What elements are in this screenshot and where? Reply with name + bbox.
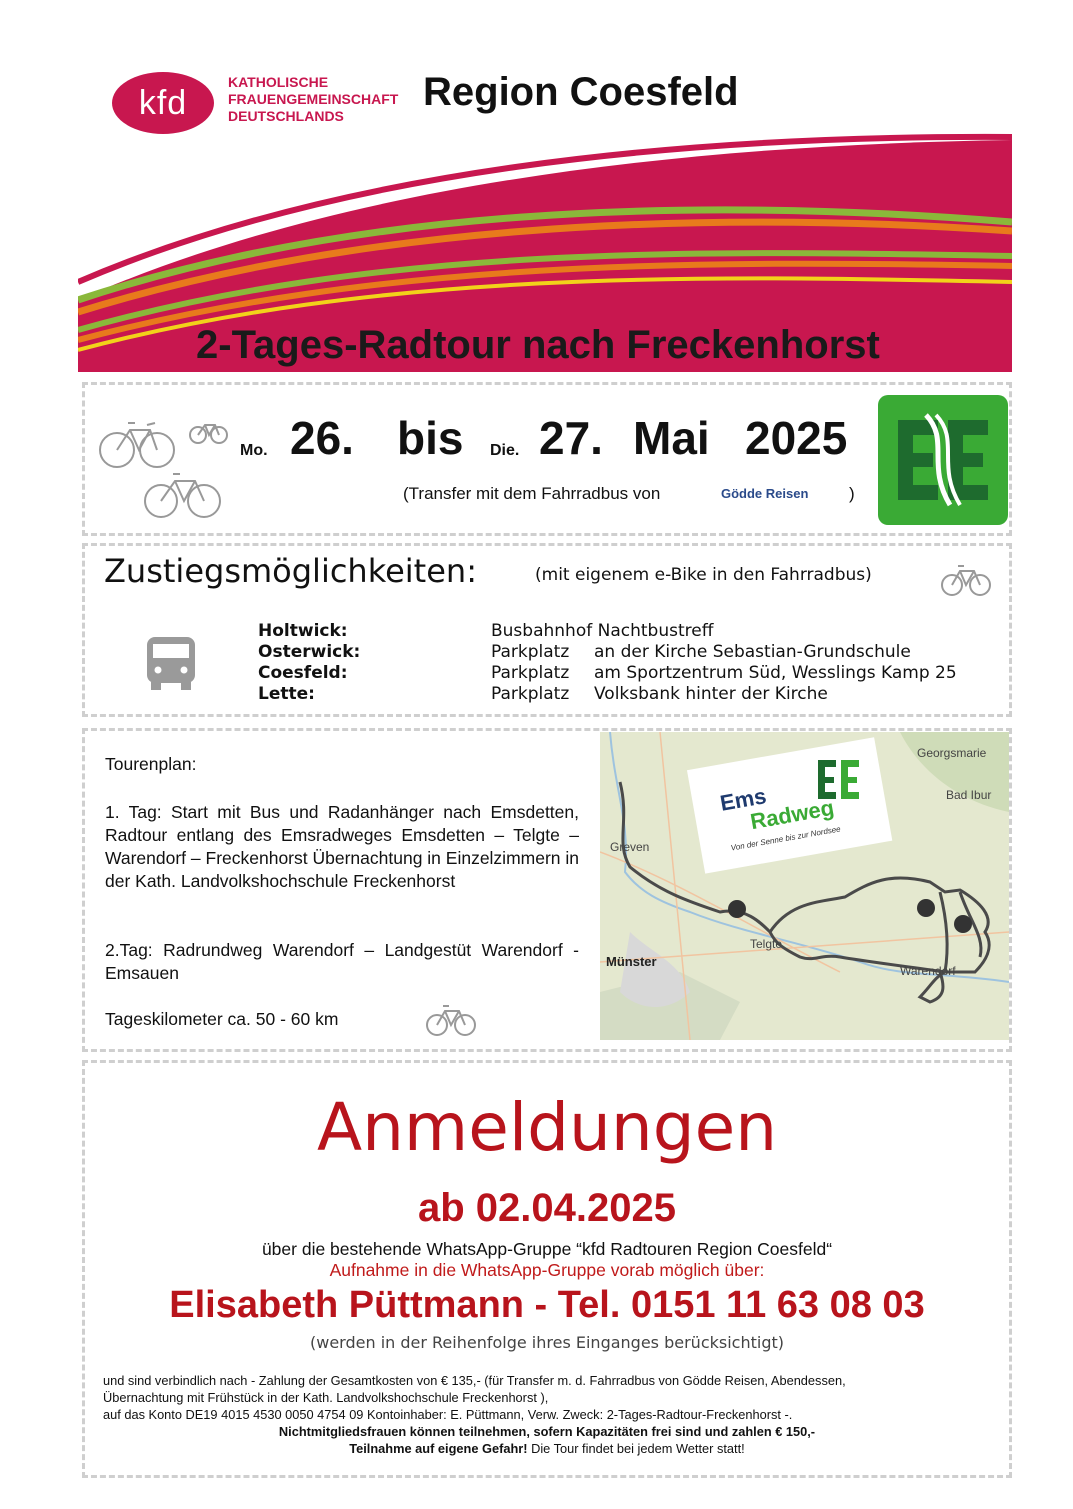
- month: Mai: [633, 412, 710, 464]
- map-slogan: Von der Senne bis zur Nordsee: [730, 824, 842, 853]
- emsradweg-logo-icon: [878, 395, 1008, 525]
- tour-plan-panel: [82, 728, 1012, 1052]
- org-name: KATHOLISCHE FRAUENGEMEINSCHAFT DEUTSCHLANDS: [228, 74, 399, 124]
- stops-heading: Zustiegsmöglichkeiten:: [104, 552, 477, 590]
- day1-date: 26.: [290, 412, 354, 464]
- stops-panel: [82, 543, 1012, 717]
- bus-icon: [145, 634, 197, 692]
- bicycle-icon: [940, 563, 992, 597]
- stop-town: Osterwick:: [258, 642, 361, 662]
- stop-place: Parkplatz: [491, 642, 570, 662]
- map-label: Georgsmarie: [917, 746, 987, 760]
- map-brand-ems: Ems: [718, 783, 769, 816]
- registration-join-note: Aufnahme in die WhatsApp-Gruppe vorab möglich über:: [329, 1260, 765, 1280]
- map-brand-radweg: Radweg: [748, 794, 836, 835]
- plan-heading: Tourenplan:: [105, 754, 197, 774]
- fine-print: auf das Konto DE19 4015 4530 0050 4754 09 Kontoinhaber: E. Püttmann, Verw. Zweck: 2-Tages-Radtour-Freckenhorst -.: [103, 1407, 793, 1422]
- map-label: Telgte: [750, 937, 783, 951]
- registration-panel: [82, 1060, 1012, 1478]
- stops-note: (mit eigenem e-Bike in den Fahrradbus): [535, 565, 872, 585]
- dates-panel: [82, 382, 1012, 536]
- registration-whatsapp: über die bestehende WhatsApp-Gruppe “kfd Radtouren Region Coesfeld“: [261, 1239, 833, 1259]
- order-note: (werden in der Reihenfolge ihres Einganges berücksichtigt): [310, 1333, 784, 1352]
- stop-place: Parkplatz: [491, 663, 570, 683]
- region-title: Region Coesfeld: [423, 70, 739, 114]
- fine-print-weather: Teilnahme auf eigene Gefahr! Die Tour findet bei jedem Wetter statt!: [349, 1441, 745, 1456]
- plan-day2: 2.Tag: Radrundweg Warendorf – Landgestüt Warendorf - Emsauen: [105, 940, 579, 983]
- route-map-graphic: [600, 732, 1009, 1040]
- header-banner: [78, 50, 1012, 372]
- stop-town: Holtwick:: [258, 621, 348, 641]
- stop-town: Lette:: [258, 684, 315, 704]
- stop-detail: am Sportzentrum Süd, Wesslings Kamp 25: [594, 663, 957, 683]
- route-map: [600, 732, 1009, 1040]
- stop-detail: an der Kirche Sebastian-Grundschule: [594, 642, 911, 662]
- registration-date: ab 02.04.2025: [418, 1186, 676, 1230]
- stop-town: Coesfeld:: [258, 663, 348, 683]
- tour-title: 2-Tages-Radtour nach Freckenhorst: [196, 323, 880, 367]
- plan-km: Tageskilometer ca. 50 - 60 km: [105, 1009, 339, 1029]
- map-label: Bad Ibur: [946, 788, 992, 802]
- fine-print-nonmembers: Nichtmitgliedsfrauen können teilnehmen, sofern Kapazitäten frei sind und zahlen € 150,-: [278, 1424, 816, 1439]
- map-label: Greven: [610, 840, 650, 854]
- bicycle-icon: [425, 1003, 477, 1037]
- goedde-logo: Gödde Reisen: [721, 486, 809, 501]
- stop-detail: Volksbank hinter der Kirche: [594, 684, 828, 704]
- stop-place: Busbahnhof Nachtbustreff: [491, 621, 714, 641]
- contact-phone: Elisabeth Püttmann - Tel. 0151 11 63 08 03: [169, 1284, 925, 1326]
- map-label: Warendorf: [900, 964, 956, 978]
- year: 2025: [745, 412, 848, 464]
- map-label: Münster: [606, 954, 657, 969]
- fine-print: und sind verbindlich nach - Zahlung der Gesamtkosten von € 135,- (für Transfer m. d. Fahrradbus von Gödde Reisen, Abendessen,: [103, 1373, 846, 1388]
- plan-day1: 1. Tag: Start mit Bus und Radanhänger nach Emsdetten, Radtour entlang des Emsradweges Emsdetten – Telgte – Warendorf – Freckenhorst Übernachtung in Einzelzimmern in der Kath. Landvolkshochschule Freckenhorst: [105, 802, 580, 891]
- day2-date: 27.: [539, 412, 603, 464]
- bis-word: bis: [397, 412, 464, 464]
- day2-abbr: Die.: [490, 442, 520, 459]
- transfer-suffix: ): [849, 484, 855, 503]
- fine-print: Übernachtung mit Frühstück in der Kath. Landvolkshochschule Freckenhorst ),: [103, 1390, 549, 1405]
- transfer-prefix: (Transfer mit dem Fahrradbus von: [403, 484, 661, 503]
- stop-place: Parkplatz: [491, 684, 570, 704]
- registration-heading: Anmeldungen: [316, 1089, 778, 1166]
- kfd-logo: kfd: [112, 72, 214, 134]
- day1-abbr: Mo.: [240, 442, 268, 459]
- bicycles-icon: [95, 405, 230, 520]
